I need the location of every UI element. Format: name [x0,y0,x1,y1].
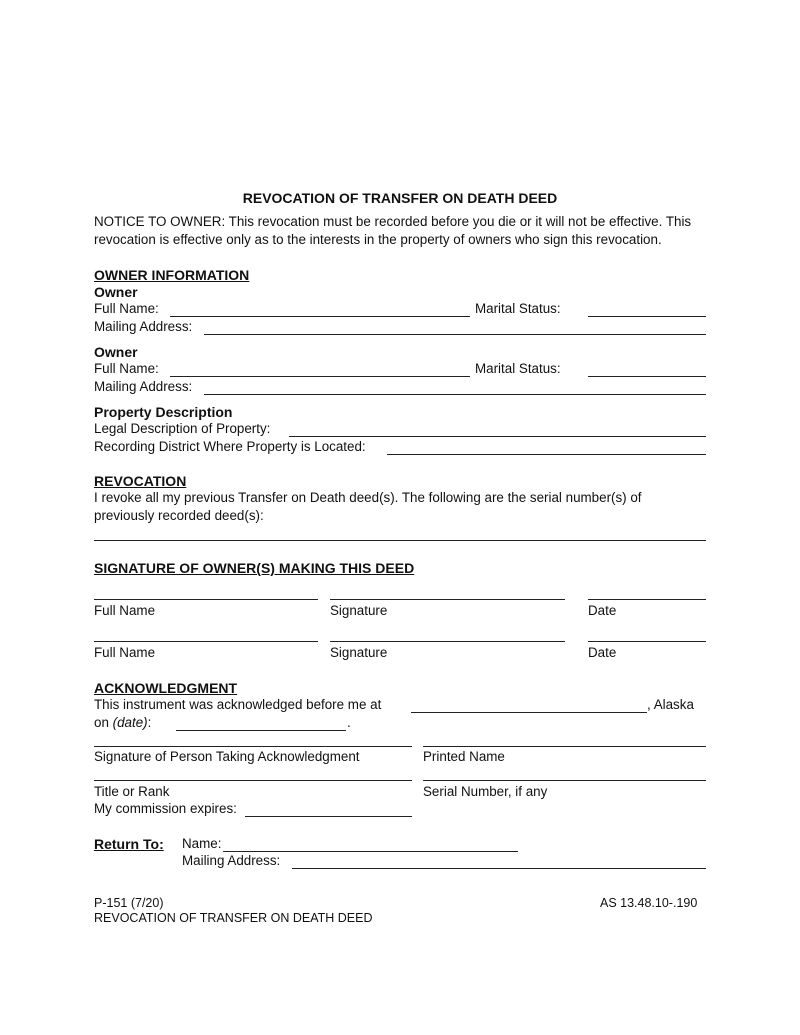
revocation-text-1: I revoke all my previous Transfer on Death deed(s). The following are the serial number(s) of [94,490,642,505]
owner-1-full-name-field[interactable] [170,316,470,317]
owner-2-full-name-field[interactable] [170,376,470,377]
form-number: P-151 (7/20) [94,896,164,910]
on-date-label [94,714,151,732]
owner-2-full-name-label: Full Name: [94,361,159,376]
notice-line-2: revocation is effective only as to the interests in the property of owners who sign this revocation. [94,232,662,247]
full-name-field-2[interactable] [94,641,318,642]
owner-1-marital-status-field[interactable] [588,316,706,317]
legal-description-label: Legal Description of Property: [94,421,271,436]
owner-2-mailing-address-field[interactable] [204,394,706,395]
serial-number-label: Serial Number, if any [423,784,548,799]
date-italic: (date) [112,715,148,730]
printed-name-field[interactable] [423,746,706,747]
owner-2-heading: Owner [94,344,138,360]
owner-1-marital-status-label: Marital Status: [475,301,561,316]
acknowledged-at-label: This instrument was acknowledged before me at [94,697,382,712]
property-description-heading: Property Description [94,404,233,420]
recording-district-field[interactable] [387,454,706,455]
return-mailing-label: Mailing Address: [182,853,281,868]
period-text: . [347,715,351,730]
serial-numbers-field[interactable] [94,540,706,541]
owner-1-full-name-label: Full Name: [94,301,159,316]
full-name-label-1: Full Name [94,603,156,618]
serial-number-field[interactable] [423,780,706,781]
owner-information-heading: OWNER INFORMATION [94,267,250,283]
full-name-label-2: Full Name [94,645,156,660]
commission-expires-label: My commission expires: [94,801,237,816]
owner-1-heading: Owner [94,284,138,300]
document-title: REVOCATION OF TRANSFER ON DEATH DEED [242,190,558,206]
signature-heading: SIGNATURE OF OWNER(S) MAKING THIS DEED [94,560,415,576]
title-rank-label: Title or Rank [94,784,170,799]
legal-description-field[interactable] [289,436,706,437]
acknowledger-signature-field[interactable] [94,746,412,747]
revocation-text-2: previously recorded deed(s): [94,508,264,523]
full-name-field-1[interactable] [94,599,318,600]
signature-field-1[interactable] [330,599,565,600]
alaska-label: , Alaska [647,697,694,712]
return-mailing-field[interactable] [292,868,706,869]
date-label-1: Date [588,603,617,618]
owner-1-mailing-address-field[interactable] [204,334,706,335]
statute-reference: AS 13.48.10-.190 [600,896,698,910]
owner-1-mailing-address-label: Mailing Address: [94,319,193,334]
recording-district-label: Recording District Where Property is Located: [94,439,366,454]
revocation-heading: REVOCATION [94,473,187,489]
owner-2-marital-status-field[interactable] [588,376,706,377]
date-field-1[interactable] [588,599,706,600]
return-to-label: Return To: [94,836,164,852]
printed-name-label: Printed Name [423,749,505,764]
signature-label-2: Signature [330,645,388,660]
signature-field-2[interactable] [330,641,565,642]
date-field-2[interactable] [588,641,706,642]
title-rank-field[interactable] [94,780,412,781]
acknowledgment-heading: ACKNOWLEDGMENT [94,680,238,696]
acknowledged-location-field[interactable] [411,712,647,713]
signature-label-1: Signature [330,603,388,618]
acknowledgment-date-field[interactable] [176,730,346,731]
colon-text: : [147,715,152,730]
footer-title: REVOCATION OF TRANSFER ON DEATH DEED [94,911,373,925]
signature-person-label: Signature of Person Taking Acknowledgment [94,749,360,764]
owner-2-mailing-address-label: Mailing Address: [94,379,193,394]
owner-2-marital-status-label: Marital Status: [475,361,561,376]
return-name-label: Name: [182,836,222,851]
commission-expires-field[interactable] [245,816,412,817]
on-text: on [94,715,113,730]
date-label-2: Date [588,645,617,660]
notice-line-1: NOTICE TO OWNER: This revocation must be recorded before you die or it will not be effective. This [94,214,692,229]
